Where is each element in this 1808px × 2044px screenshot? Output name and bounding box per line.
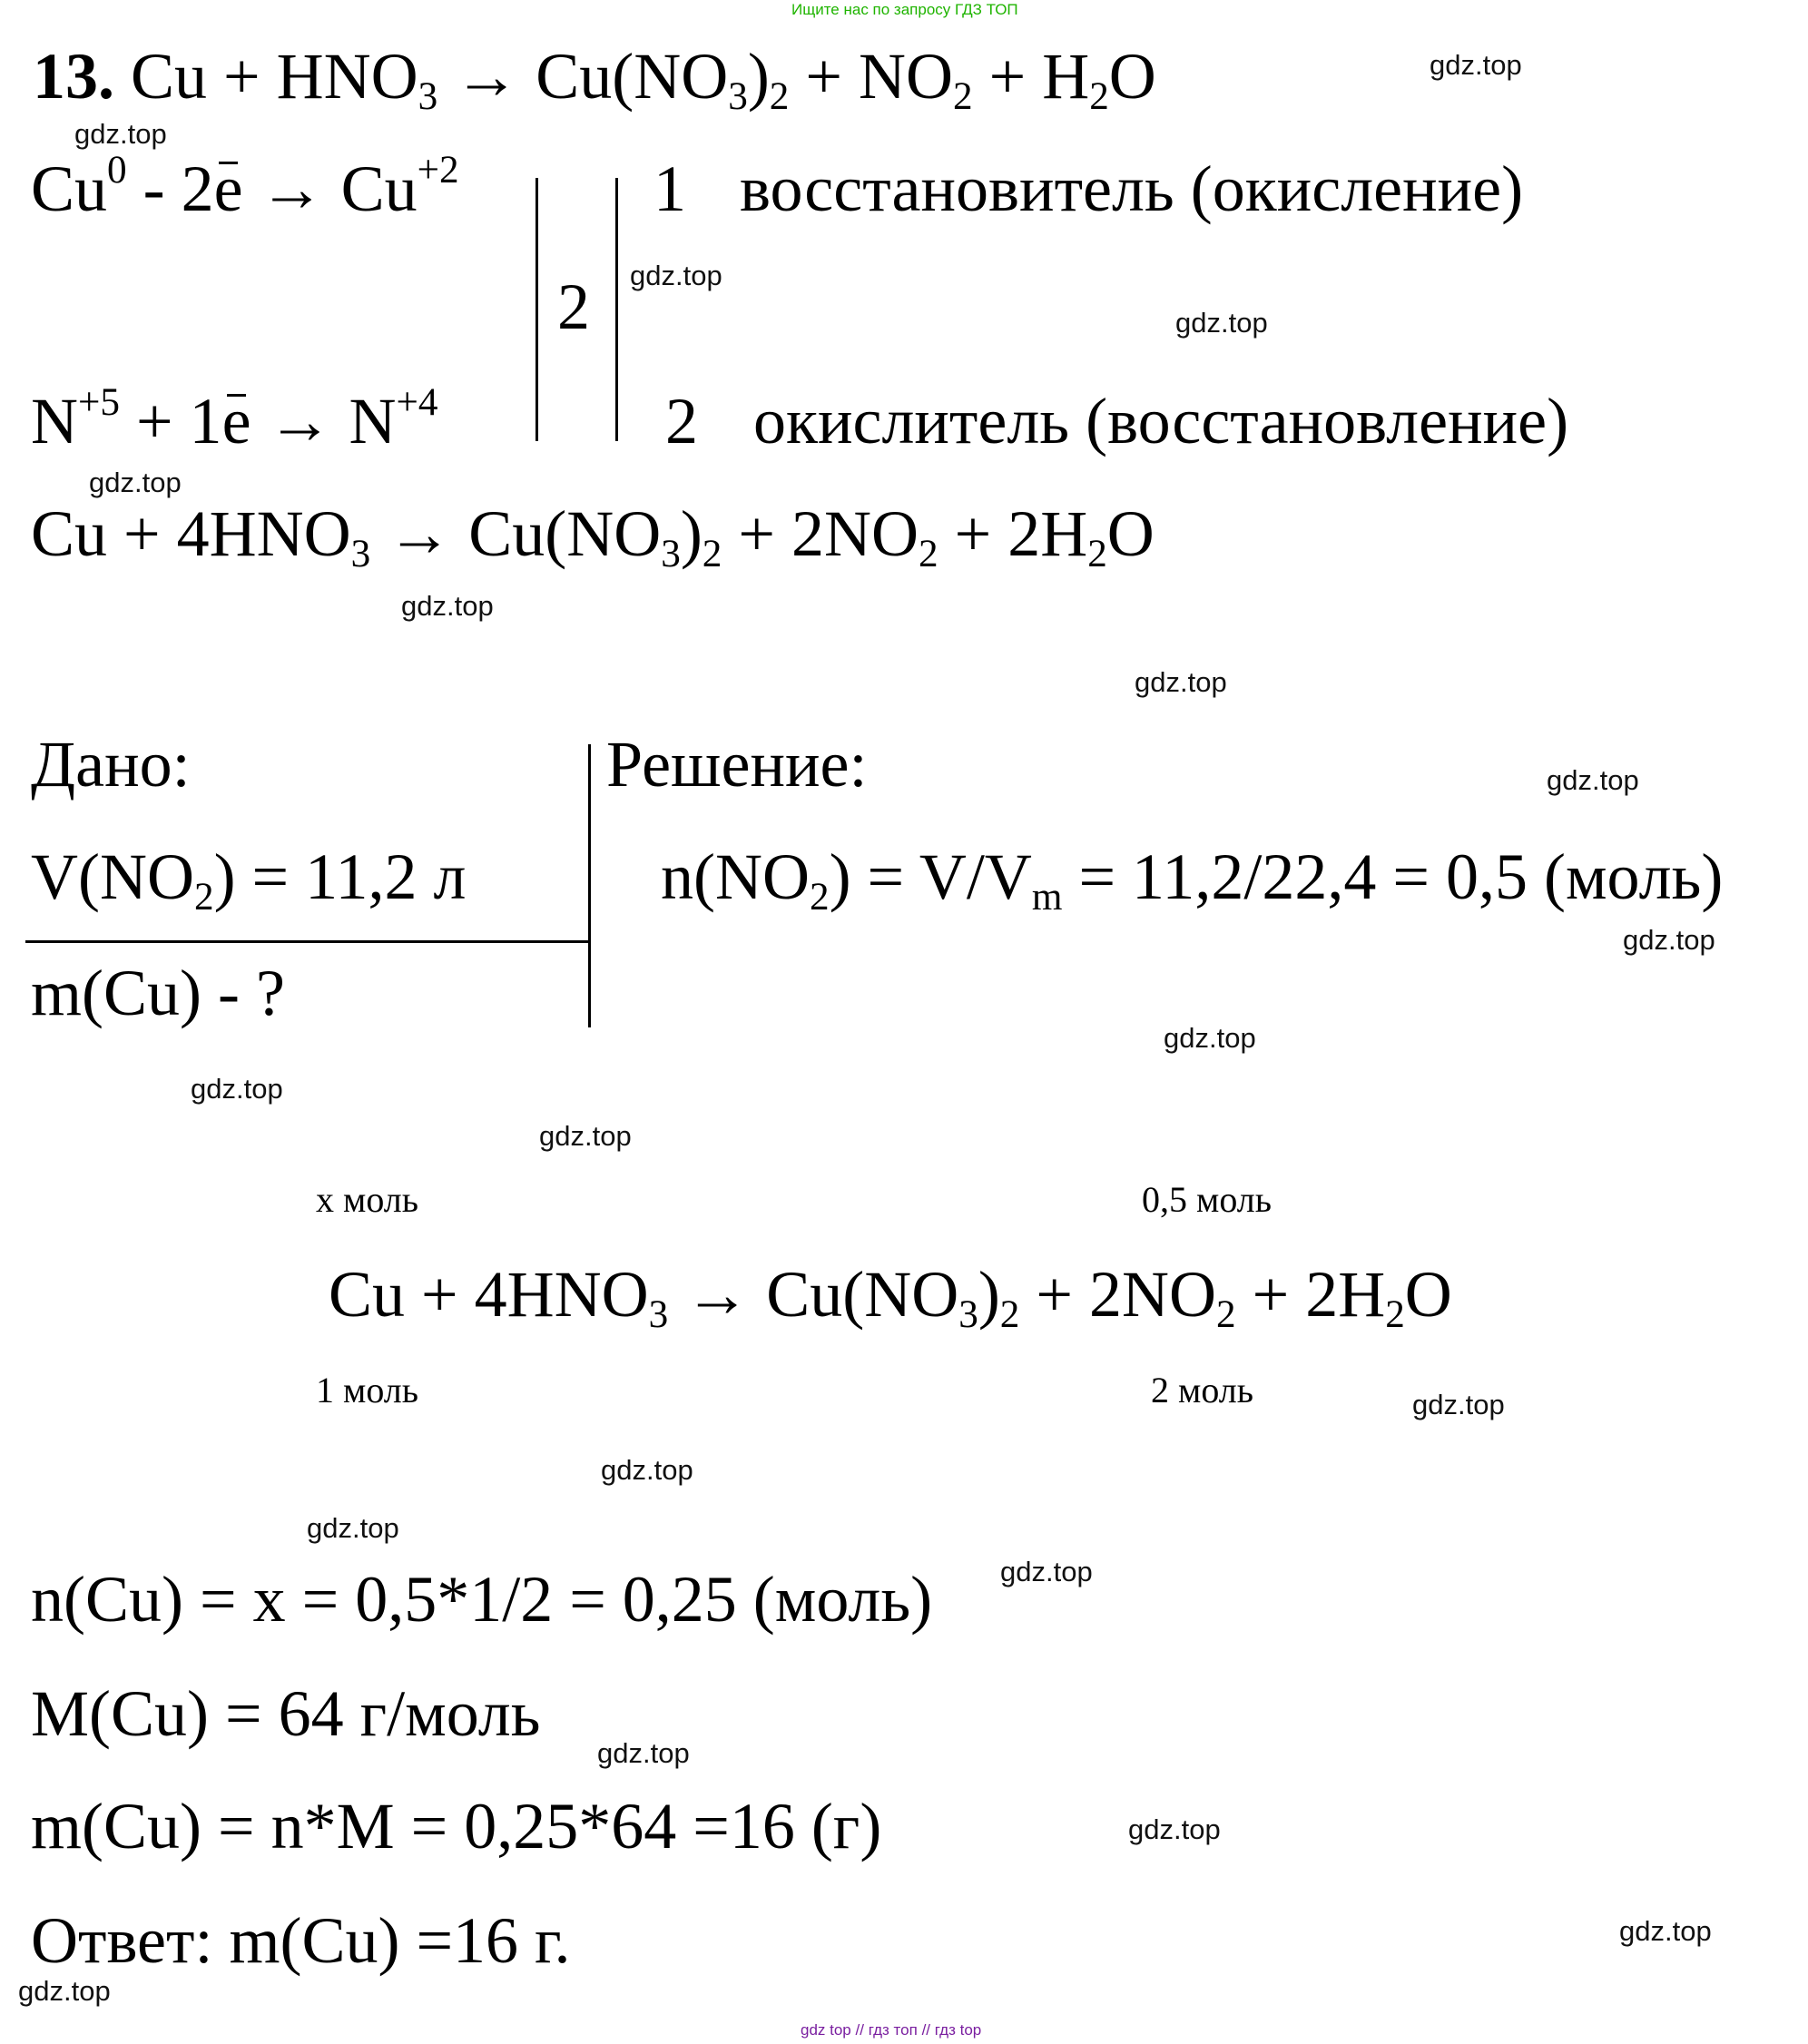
label-x-mol: х моль — [316, 1179, 418, 1220]
given-volume: V(NO2) = 11,2 л — [31, 840, 467, 919]
watermark: gdz.top — [539, 1120, 632, 1152]
footer-link-1[interactable]: gdz top — [801, 2021, 851, 2039]
watermark: gdz.top — [630, 260, 722, 291]
equation-stoichiometry: Cu + 4HNO3 → Cu(NO3)2 + 2NO2 + 2H2O — [329, 1258, 1452, 1337]
given-divider — [25, 940, 590, 943]
half-reaction-reduction: $N^{+5} + 1e \to N^{+4}$ — [31, 380, 438, 457]
footer-links: gdz top // гдз топ // гдз top — [801, 2021, 982, 2039]
role-oxidizer: окислитель (восстановление) — [753, 385, 1569, 457]
watermark: gdz.top — [1164, 1022, 1256, 1054]
result-mass: m(Cu) = n*M = 0,25*64 =16 (г) — [31, 1790, 882, 1862]
watermark: gdz.top — [307, 1512, 399, 1544]
watermark: gdz.top — [1135, 666, 1227, 698]
watermark: gdz.top — [1619, 1915, 1712, 1947]
task-number: 13. — [33, 40, 114, 113]
role-reducer: восстановитель (окисление) — [740, 152, 1524, 225]
answer: Ответ: m(Cu) =16 г. — [31, 1904, 571, 1977]
footer-link-2[interactable]: гдз топ — [868, 2021, 918, 2039]
balance-coef-2: 2 — [665, 385, 698, 457]
watermark: gdz.top — [597, 1737, 690, 1769]
watermark: gdz.top — [1623, 924, 1715, 956]
result-molar-mass: M(Cu) = 64 г/моль — [31, 1677, 541, 1750]
solution-moles-no2: n(NO2) = V/Vm = 11,2/22,4 = 0,5 (моль) — [661, 840, 1724, 919]
solution-label: Решение: — [606, 728, 868, 801]
balance-lcm: 2 — [557, 270, 590, 343]
footer-link-3[interactable]: гдз top — [934, 2021, 982, 2039]
watermark: gdz.top — [601, 1454, 693, 1486]
watermark: gdz.top — [401, 590, 494, 622]
half-reaction-oxidation: $Cu^0 - 2e \to Cu^{+2}$ — [31, 148, 459, 225]
watermark: gdz.top — [1000, 1556, 1093, 1587]
watermark: gdz.top — [89, 467, 182, 498]
watermark: gdz.top — [1430, 49, 1522, 81]
given-solution-divider — [588, 744, 591, 1027]
watermark: gdz.top — [1412, 1389, 1505, 1420]
watermark: gdz.top — [1128, 1813, 1221, 1845]
label-05-mol: 0,5 моль — [1142, 1179, 1272, 1220]
watermark: gdz.top — [1547, 764, 1639, 796]
balance-line-right — [615, 178, 618, 441]
result-moles-cu: n(Cu) = x = 0,5*1/2 = 0,25 (моль) — [31, 1563, 933, 1636]
balance-coef-1: 1 — [653, 152, 686, 225]
equation-balanced: Cu + 4HNO3 → Cu(NO3)2 + 2NO2 + 2H2O — [31, 497, 1155, 576]
watermark: gdz.top — [74, 118, 167, 150]
label-2-mol: 2 моль — [1151, 1370, 1253, 1410]
label-1-mol: 1 моль — [316, 1370, 418, 1410]
top-search-link[interactable]: Ищите нас по запросу ГДЗ ТОП — [791, 1, 1018, 18]
equation-unbalanced: 13. Cu + HNO3 → Cu(NO3)2 + NO2 + H2O — [33, 40, 1156, 119]
watermark: gdz.top — [1175, 307, 1268, 339]
watermark: gdz.top — [191, 1073, 283, 1105]
given-label: Дано: — [31, 728, 191, 801]
balance-line-left — [536, 178, 538, 441]
watermark: gdz.top — [18, 1975, 111, 2007]
find-mass: m(Cu) - ? — [31, 957, 285, 1029]
